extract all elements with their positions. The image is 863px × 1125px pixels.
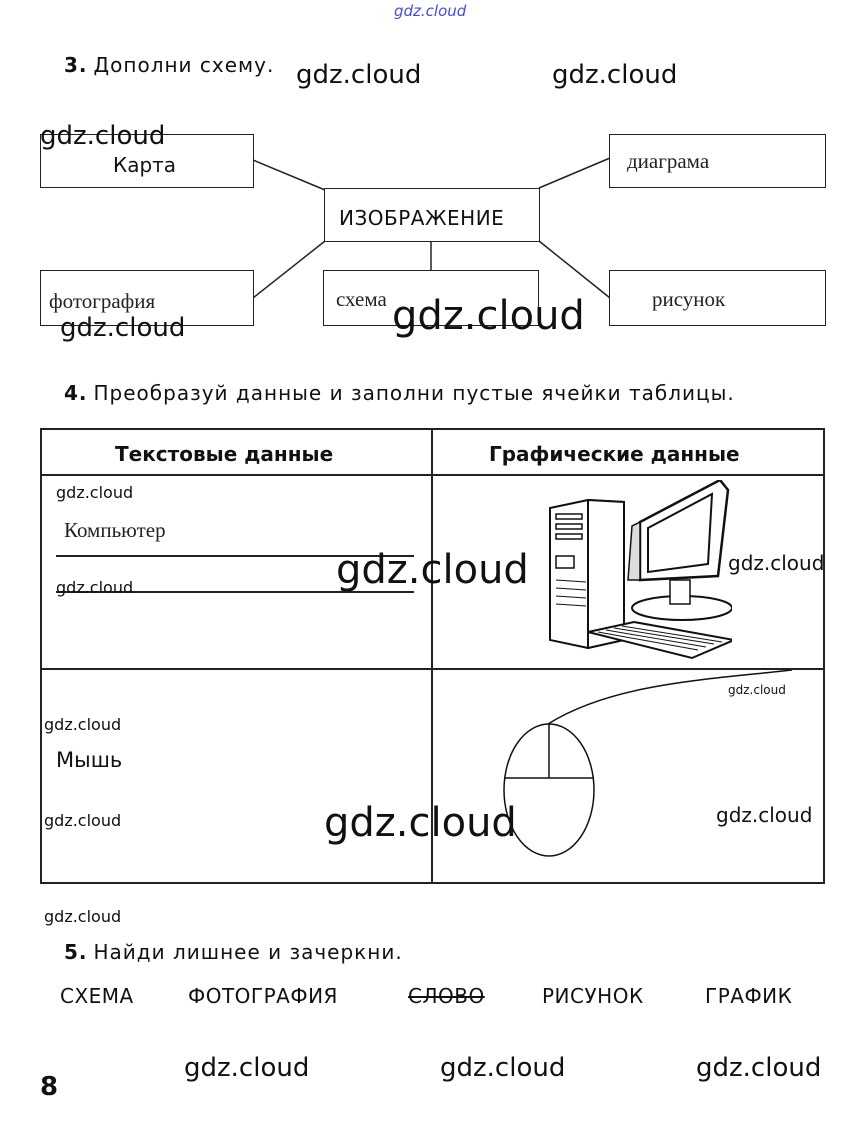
- task4-text: Преобразуй данные и заполни пустые ячейки таблицы.: [93, 381, 735, 405]
- watermark: gdz.cloud: [552, 60, 678, 90]
- task3-text: Дополни схему.: [93, 53, 275, 77]
- scheme-label-scheme: схема: [336, 287, 387, 311]
- connector-line: [253, 160, 325, 190]
- task5-text: Найди лишнее и зачеркни.: [93, 940, 403, 964]
- word-option: РИСУНОК: [542, 984, 644, 1008]
- word-option: ГРАФИК: [705, 984, 793, 1008]
- task4-number: 4.: [64, 381, 88, 405]
- watermark: gdz.cloud: [392, 293, 585, 339]
- watermark: gdz.cloud: [716, 803, 813, 827]
- scheme-box-top-right: [609, 134, 826, 188]
- watermark: gdz.cloud: [44, 907, 122, 926]
- scheme-label-diagram: диаграма: [627, 149, 710, 173]
- watermark: gdz.cloud: [44, 811, 122, 830]
- row1-text-value: Компьютер: [64, 518, 166, 542]
- watermark: gdz.cloud: [324, 800, 517, 846]
- word-option: СХЕМА: [60, 984, 134, 1008]
- header-text-data: Текстовые данные: [115, 442, 334, 466]
- computer-icon: [542, 480, 732, 666]
- connector-line: [539, 241, 610, 298]
- task5-heading: [64, 940, 403, 964]
- mouse-drawing-icon: [502, 670, 802, 860]
- watermark: gdz.cloud: [56, 578, 134, 597]
- word-option: ФОТОГРАФИЯ: [188, 984, 338, 1008]
- scheme-center-box: [324, 188, 540, 242]
- watermark: gdz.cloud: [296, 60, 422, 90]
- scheme-label-drawing: рисунок: [652, 287, 726, 311]
- watermark: gdz.cloud: [56, 483, 134, 502]
- watermark: gdz.cloud: [336, 547, 529, 593]
- watermark: gdz.cloud: [440, 1053, 566, 1083]
- scheme-label-photo: фотография: [49, 289, 156, 313]
- watermark: gdz.cloud: [728, 551, 825, 575]
- scheme-center-label: ИЗОБРАЖЕНИЕ: [339, 206, 505, 230]
- watermark: gdz.cloud: [44, 715, 122, 734]
- watermark: gdz.cloud: [696, 1053, 822, 1083]
- table-header-divider: [42, 474, 823, 476]
- task5-number: 5.: [64, 940, 88, 964]
- task4-heading: [64, 381, 735, 405]
- connector-line: [539, 158, 610, 188]
- watermark: gdz.cloud: [184, 1053, 310, 1083]
- word-option-crossed-out: СЛОВО: [408, 984, 485, 1008]
- watermark: gdz.cloud: [60, 313, 186, 343]
- page-number: 8: [40, 1072, 59, 1102]
- connector-line: [253, 241, 325, 298]
- scheme-box-bottom-right: [609, 270, 826, 326]
- watermark: gdz.cloud: [728, 683, 786, 697]
- watermark: gdz.cloud: [40, 121, 166, 151]
- watermark-top: gdz.cloud: [394, 2, 467, 20]
- scheme-label-map: Карта: [113, 153, 177, 177]
- task3-number: 3.: [64, 53, 88, 77]
- header-graphic-data: Графические данные: [489, 442, 740, 466]
- row2-text-value: Мышь: [56, 748, 123, 772]
